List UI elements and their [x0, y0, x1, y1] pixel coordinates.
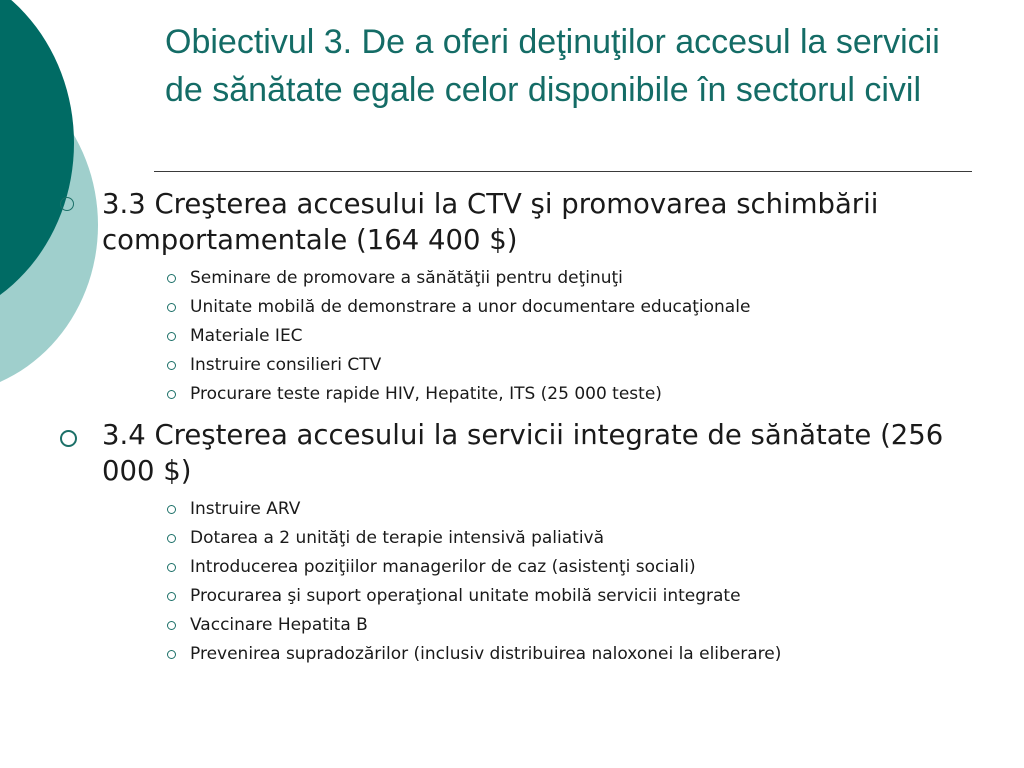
list-item-text: Introducerea poziţiilor managerilor de caz (asistenţi sociali) [190, 557, 696, 577]
section-heading-text: 3.3 Creşterea accesului la CTV şi promovarea schimbării comportamentale (164 400 $) [102, 188, 879, 256]
list-item [60, 553, 990, 582]
list-item-text: Instruire consilieri CTV [190, 355, 382, 375]
section-heading-3-3 [60, 186, 990, 258]
list-item-text: Unitate mobilă de demonstrare a unor documentare educaţionale [190, 297, 751, 317]
section-3-4-list [60, 495, 990, 669]
list-item [60, 582, 990, 611]
list-item-text: Materiale IEC [190, 326, 303, 346]
circle-bullet-icon [167, 534, 176, 543]
slide-title: Obiectivul 3. De a oferi deţinuţilor accesul la servicii de sănătate egale celor disponibile în sectorul civil [165, 23, 940, 109]
list-item [60, 351, 990, 380]
circle-bullet-icon [167, 621, 176, 630]
circle-bullet-icon [167, 592, 176, 601]
circle-bullet-icon [167, 303, 176, 312]
circle-bullet-icon [167, 563, 176, 572]
circle-bullet-icon [167, 332, 176, 341]
circle-bullet-icon [167, 390, 176, 399]
list-item [60, 264, 990, 293]
list-item-text: Procurare teste rapide HIV, Hepatite, ITS (25 000 teste) [190, 384, 662, 404]
list-item [60, 293, 990, 322]
list-item [60, 380, 990, 409]
list-item [60, 640, 990, 669]
list-item [60, 495, 990, 524]
slide-content [60, 186, 990, 671]
section-heading-3-4 [60, 417, 990, 489]
circle-bullet-icon [167, 361, 176, 370]
list-item-text: Prevenirea supradozărilor (inclusiv distribuirea naloxonei la eliberare) [190, 644, 782, 664]
list-item-text: Dotarea a 2 unităţi de terapie intensivă paliativă [190, 528, 605, 548]
section-3-3-list [60, 264, 990, 409]
list-item [60, 524, 990, 553]
circle-bullet-icon [167, 505, 176, 514]
list-item [60, 611, 990, 640]
section-heading-text: 3.4 Creşterea accesului la servicii integrate de sănătate (256 000 $) [102, 419, 944, 487]
list-item-text: Vaccinare Hepatita B [190, 615, 368, 635]
title-divider [154, 171, 972, 172]
circle-bullet-icon [60, 197, 74, 211]
list-item-text: Seminare de promovare a sănătăţii pentru deţinuţi [190, 268, 623, 288]
list-item [60, 322, 990, 351]
circle-bullet-icon [60, 430, 77, 447]
circle-bullet-icon [167, 274, 176, 283]
circle-bullet-icon [167, 650, 176, 659]
list-item-text: Procurarea şi suport operaţional unitate mobilă servicii integrate [190, 586, 741, 606]
list-item-text: Instruire ARV [190, 499, 301, 519]
